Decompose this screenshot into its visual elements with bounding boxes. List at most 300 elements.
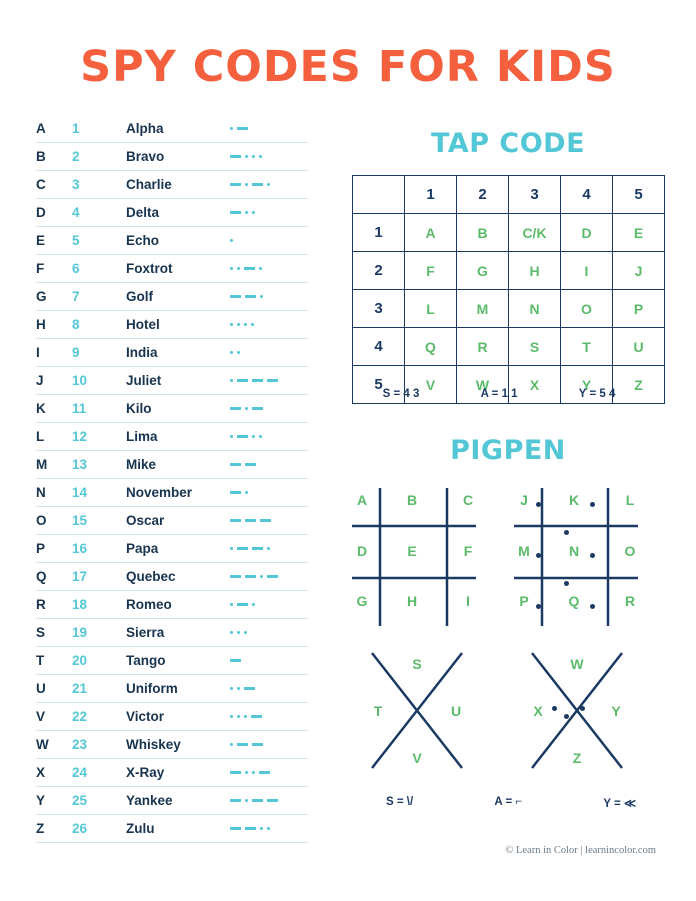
- tap-row-header: 1: [353, 214, 405, 252]
- tap-cell: P: [613, 290, 665, 328]
- morse-dot-icon: [230, 127, 233, 130]
- morse-dash-icon: [245, 519, 256, 522]
- morse-dot-icon: [245, 771, 248, 774]
- morse-dot-icon: [245, 183, 248, 186]
- tap-legend-item: A = 1 1: [480, 388, 518, 400]
- morse-dash-icon: [252, 379, 263, 382]
- tap-cell: O: [561, 290, 613, 328]
- codeword-cell: Delta: [126, 199, 230, 227]
- morse-dot-icon: [237, 687, 240, 690]
- number-cell: 6: [72, 255, 126, 283]
- number-cell: 24: [72, 759, 126, 787]
- morse-dot-icon: [237, 351, 240, 354]
- number-cell: 10: [72, 367, 126, 395]
- morse-dash-icon: [230, 827, 241, 830]
- tap-col-header: 4: [561, 176, 613, 214]
- morse-dot-icon: [230, 631, 233, 634]
- morse-dot-icon: [230, 267, 233, 270]
- tap-row: [353, 290, 665, 328]
- morse-cell: [230, 703, 308, 731]
- morse-dot-icon: [260, 575, 263, 578]
- morse-dash-icon: [230, 799, 241, 802]
- tap-cell: T: [561, 328, 613, 366]
- number-cell: 9: [72, 339, 126, 367]
- morse-cell: [230, 423, 308, 451]
- pigpen-heading: PIGPEN: [450, 435, 566, 466]
- letter-cell: J: [36, 367, 72, 395]
- morse-cell: [230, 787, 308, 815]
- morse-dot-icon: [230, 547, 233, 550]
- tap-row: [353, 214, 665, 252]
- morse-dot-icon: [237, 267, 240, 270]
- morse-cell: [230, 563, 308, 591]
- letter-cell: B: [36, 143, 72, 171]
- pigpen-letter: U: [450, 703, 462, 719]
- morse-dot-icon: [259, 155, 262, 158]
- number-cell: 13: [72, 451, 126, 479]
- pigpen-diagram: [340, 478, 670, 808]
- morse-dot-icon: [230, 743, 233, 746]
- table-row: [36, 731, 308, 759]
- morse-dash-icon: [230, 519, 241, 522]
- tap-row: [353, 328, 665, 366]
- morse-cell: [230, 339, 308, 367]
- letter-cell: D: [36, 199, 72, 227]
- codeword-cell: Victor: [126, 703, 230, 731]
- tap-row-header: 5: [353, 366, 405, 404]
- morse-dot-icon: [252, 155, 255, 158]
- morse-dash-icon: [252, 407, 263, 410]
- table-row: [36, 647, 308, 675]
- pigpen-dot-icon: [590, 604, 595, 609]
- morse-dash-icon: [245, 295, 256, 298]
- codeword-cell: November: [126, 479, 230, 507]
- letter-cell: Z: [36, 815, 72, 843]
- pigpen-letter: N: [568, 543, 580, 559]
- morse-dash-icon: [244, 687, 255, 690]
- pigpen-letter: J: [520, 492, 528, 508]
- number-cell: 1: [72, 115, 126, 143]
- morse-cell: [230, 199, 308, 227]
- pigpen-letter: S: [412, 656, 422, 672]
- letter-cell: W: [36, 731, 72, 759]
- pigpen-letter: I: [466, 593, 470, 609]
- morse-dash-icon: [230, 183, 241, 186]
- tap-cell: M: [457, 290, 509, 328]
- morse-dash-icon: [252, 799, 263, 802]
- pigpen-dot-icon: [564, 530, 569, 535]
- footer-credit: © Learn in Color | learnincolor.com: [505, 845, 656, 856]
- tap-legend-item: Y = 5 4: [578, 388, 616, 400]
- pigpen-letter: W: [570, 656, 584, 672]
- codeword-cell: Foxtrot: [126, 255, 230, 283]
- morse-dot-icon: [252, 211, 255, 214]
- pigpen-dot-icon: [536, 553, 541, 558]
- tap-code-legend: [352, 388, 646, 400]
- tap-cell: Z: [613, 366, 665, 404]
- letter-cell: P: [36, 535, 72, 563]
- morse-dash-icon: [230, 659, 241, 662]
- number-cell: 17: [72, 563, 126, 591]
- tap-cell: N: [509, 290, 561, 328]
- morse-dash-icon: [230, 491, 241, 494]
- page-title: SPY CODES FOR KIDS: [80, 42, 616, 92]
- pigpen-letter: Y: [611, 703, 621, 719]
- morse-dash-icon: [244, 267, 255, 270]
- tap-col-header: 3: [509, 176, 561, 214]
- morse-dot-icon: [230, 351, 233, 354]
- number-cell: 21: [72, 675, 126, 703]
- morse-dash-icon: [237, 127, 248, 130]
- letter-cell: F: [36, 255, 72, 283]
- pigpen-letter: C: [462, 492, 474, 508]
- number-cell: 11: [72, 395, 126, 423]
- pigpen-legend: [386, 796, 636, 810]
- morse-dot-icon: [230, 687, 233, 690]
- morse-dot-icon: [245, 407, 248, 410]
- tap-cell: W: [457, 366, 509, 404]
- codeword-cell: Yankee: [126, 787, 230, 815]
- pigpen-letter: E: [407, 543, 417, 559]
- pigpen-dot-icon: [536, 502, 541, 507]
- table-row: [36, 675, 308, 703]
- morse-dash-icon: [245, 463, 256, 466]
- tap-cell: R: [457, 328, 509, 366]
- pigpen-dot-icon: [580, 706, 585, 711]
- morse-cell: [230, 451, 308, 479]
- morse-cell: [230, 367, 308, 395]
- table-row: [36, 367, 308, 395]
- table-row: [36, 199, 308, 227]
- pigpen-letter: O: [624, 543, 636, 559]
- morse-dot-icon: [237, 715, 240, 718]
- letter-cell: Y: [36, 787, 72, 815]
- table-row: [36, 759, 308, 787]
- number-cell: 7: [72, 283, 126, 311]
- pigpen-lines: [340, 478, 670, 808]
- tap-cell: V: [405, 366, 457, 404]
- morse-cell: [230, 535, 308, 563]
- morse-dot-icon: [251, 323, 254, 326]
- pigpen-letter: L: [625, 492, 635, 508]
- codeword-cell: Bravo: [126, 143, 230, 171]
- pigpen-letter: Q: [568, 593, 580, 609]
- table-row: [36, 255, 308, 283]
- table-row: [36, 283, 308, 311]
- codeword-cell: Echo: [126, 227, 230, 255]
- codeword-cell: Mike: [126, 451, 230, 479]
- pigpen-letter: T: [373, 703, 383, 719]
- morse-dot-icon: [245, 491, 248, 494]
- morse-dot-icon: [230, 379, 233, 382]
- morse-cell: [230, 115, 308, 143]
- morse-dash-icon: [230, 407, 241, 410]
- morse-dot-icon: [245, 211, 248, 214]
- tap-code-heading: TAP CODE: [430, 128, 586, 159]
- morse-dot-icon: [267, 827, 270, 830]
- pigpen-legend-item: S = \/: [386, 796, 414, 808]
- tap-col-header: 2: [457, 176, 509, 214]
- pigpen-letter: B: [406, 492, 418, 508]
- morse-dot-icon: [230, 715, 233, 718]
- number-cell: 4: [72, 199, 126, 227]
- tap-header-row: [353, 176, 665, 214]
- morse-dot-icon: [259, 435, 262, 438]
- morse-cell: [230, 311, 308, 339]
- morse-dot-icon: [245, 155, 248, 158]
- pigpen-dot-icon: [590, 502, 595, 507]
- tap-cell: X: [509, 366, 561, 404]
- number-cell: 25: [72, 787, 126, 815]
- table-row: [36, 815, 308, 843]
- tap-cell: S: [509, 328, 561, 366]
- morse-cell: [230, 591, 308, 619]
- morse-dot-icon: [237, 631, 240, 634]
- morse-dash-icon: [267, 379, 278, 382]
- morse-dot-icon: [252, 771, 255, 774]
- morse-dash-icon: [252, 547, 263, 550]
- pigpen-dot-icon: [536, 604, 541, 609]
- tap-row-header: 3: [353, 290, 405, 328]
- morse-cell: [230, 171, 308, 199]
- number-cell: 5: [72, 227, 126, 255]
- codeword-cell: Lima: [126, 423, 230, 451]
- number-cell: 16: [72, 535, 126, 563]
- number-cell: 12: [72, 423, 126, 451]
- morse-cell: [230, 815, 308, 843]
- table-row: [36, 171, 308, 199]
- morse-dash-icon: [237, 603, 248, 606]
- table-row: [36, 479, 308, 507]
- morse-cell: [230, 507, 308, 535]
- letter-cell: T: [36, 647, 72, 675]
- table-row: [36, 423, 308, 451]
- letter-cell: H: [36, 311, 72, 339]
- pigpen-dot-icon: [564, 581, 569, 586]
- pigpen-dot-icon: [552, 706, 557, 711]
- number-cell: 18: [72, 591, 126, 619]
- pigpen-letter: H: [406, 593, 418, 609]
- codeword-cell: Golf: [126, 283, 230, 311]
- tap-row-header: 4: [353, 328, 405, 366]
- number-cell: 15: [72, 507, 126, 535]
- tap-row-header: 2: [353, 252, 405, 290]
- tap-cell: A: [405, 214, 457, 252]
- codeword-cell: Alpha: [126, 115, 230, 143]
- letter-cell: R: [36, 591, 72, 619]
- letter-cell: I: [36, 339, 72, 367]
- letter-cell: N: [36, 479, 72, 507]
- pigpen-letter: M: [518, 543, 530, 559]
- table-row: [36, 787, 308, 815]
- pigpen-letter: Z: [572, 750, 582, 766]
- morse-dot-icon: [267, 183, 270, 186]
- letter-cell: K: [36, 395, 72, 423]
- morse-dash-icon: [230, 575, 241, 578]
- codeword-cell: Juliet: [126, 367, 230, 395]
- morse-dot-icon: [245, 799, 248, 802]
- morse-dash-icon: [259, 771, 270, 774]
- codeword-cell: Uniform: [126, 675, 230, 703]
- morse-dot-icon: [267, 547, 270, 550]
- table-row: [36, 619, 308, 647]
- codeword-cell: Sierra: [126, 619, 230, 647]
- tap-cell: H: [509, 252, 561, 290]
- pigpen-letter: R: [624, 593, 636, 609]
- number-cell: 19: [72, 619, 126, 647]
- alphabet-code-table: [36, 115, 308, 843]
- morse-dash-icon: [230, 295, 241, 298]
- letter-cell: M: [36, 451, 72, 479]
- pigpen-letter: K: [568, 492, 580, 508]
- pigpen-letter: D: [356, 543, 368, 559]
- morse-dot-icon: [230, 435, 233, 438]
- table-row: [36, 507, 308, 535]
- letter-cell: L: [36, 423, 72, 451]
- tap-cell: F: [405, 252, 457, 290]
- codeword-cell: Oscar: [126, 507, 230, 535]
- morse-cell: [230, 619, 308, 647]
- codeword-cell: India: [126, 339, 230, 367]
- table-row: [36, 451, 308, 479]
- morse-dot-icon: [237, 323, 240, 326]
- pigpen-letter: F: [463, 543, 473, 559]
- morse-dot-icon: [260, 295, 263, 298]
- letter-cell: O: [36, 507, 72, 535]
- tap-row: [353, 252, 665, 290]
- morse-dot-icon: [244, 631, 247, 634]
- morse-cell: [230, 479, 308, 507]
- letter-cell: U: [36, 675, 72, 703]
- tap-cell: G: [457, 252, 509, 290]
- table-row: [36, 535, 308, 563]
- table-row: [36, 115, 308, 143]
- morse-cell: [230, 647, 308, 675]
- tap-cell: C/K: [509, 214, 561, 252]
- number-cell: 2: [72, 143, 126, 171]
- table-row: [36, 227, 308, 255]
- number-cell: 26: [72, 815, 126, 843]
- table-row: [36, 311, 308, 339]
- tap-legend-item: S = 4 3: [382, 388, 420, 400]
- morse-dot-icon: [260, 827, 263, 830]
- morse-dash-icon: [245, 827, 256, 830]
- morse-dot-icon: [230, 323, 233, 326]
- morse-dot-icon: [259, 267, 262, 270]
- number-cell: 14: [72, 479, 126, 507]
- tap-cell: L: [405, 290, 457, 328]
- morse-dash-icon: [230, 155, 241, 158]
- number-cell: 22: [72, 703, 126, 731]
- codeword-cell: Quebec: [126, 563, 230, 591]
- letter-cell: C: [36, 171, 72, 199]
- letter-cell: A: [36, 115, 72, 143]
- tap-cell: B: [457, 214, 509, 252]
- morse-dash-icon: [251, 715, 262, 718]
- morse-dash-icon: [252, 743, 263, 746]
- morse-cell: [230, 759, 308, 787]
- table-row: [36, 143, 308, 171]
- tap-code-grid: [352, 175, 665, 404]
- morse-dash-icon: [267, 575, 278, 578]
- number-cell: 3: [72, 171, 126, 199]
- codeword-cell: Charlie: [126, 171, 230, 199]
- pigpen-letter: P: [519, 593, 529, 609]
- morse-dash-icon: [245, 575, 256, 578]
- tap-cell: D: [561, 214, 613, 252]
- morse-dot-icon: [230, 239, 233, 242]
- morse-dot-icon: [252, 435, 255, 438]
- tap-cell: Y: [561, 366, 613, 404]
- number-cell: 20: [72, 647, 126, 675]
- tap-cell: Q: [405, 328, 457, 366]
- morse-dot-icon: [252, 603, 255, 606]
- morse-cell: [230, 143, 308, 171]
- morse-cell: [230, 255, 308, 283]
- table-row: [36, 563, 308, 591]
- pigpen-letter: A: [356, 492, 368, 508]
- codeword-cell: Hotel: [126, 311, 230, 339]
- tap-cell: J: [613, 252, 665, 290]
- codeword-cell: X-Ray: [126, 759, 230, 787]
- letter-cell: G: [36, 283, 72, 311]
- tap-cell: I: [561, 252, 613, 290]
- morse-dash-icon: [252, 183, 263, 186]
- letter-cell: X: [36, 759, 72, 787]
- tap-col-header: 5: [613, 176, 665, 214]
- morse-dash-icon: [237, 743, 248, 746]
- codeword-cell: Romeo: [126, 591, 230, 619]
- morse-dot-icon: [230, 603, 233, 606]
- morse-dash-icon: [260, 519, 271, 522]
- morse-cell: [230, 675, 308, 703]
- pigpen-letter: V: [412, 750, 422, 766]
- pigpen-dot-icon: [564, 714, 569, 719]
- pigpen-letter: G: [356, 593, 368, 609]
- codeword-cell: Kilo: [126, 395, 230, 423]
- morse-cell: [230, 283, 308, 311]
- letter-cell: S: [36, 619, 72, 647]
- number-cell: 23: [72, 731, 126, 759]
- morse-dash-icon: [237, 435, 248, 438]
- morse-cell: [230, 731, 308, 759]
- morse-cell: [230, 227, 308, 255]
- letter-cell: V: [36, 703, 72, 731]
- letter-cell: E: [36, 227, 72, 255]
- table-row: [36, 591, 308, 619]
- table-row: [36, 339, 308, 367]
- morse-dash-icon: [237, 379, 248, 382]
- morse-dash-icon: [230, 463, 241, 466]
- tap-col-header: 1: [405, 176, 457, 214]
- morse-dot-icon: [244, 323, 247, 326]
- morse-dash-icon: [230, 771, 241, 774]
- morse-cell: [230, 395, 308, 423]
- letter-cell: Q: [36, 563, 72, 591]
- table-row: [36, 703, 308, 731]
- codeword-cell: Papa: [126, 535, 230, 563]
- codeword-cell: Whiskey: [126, 731, 230, 759]
- pigpen-legend-item: Y = ≪: [603, 798, 636, 810]
- number-cell: 8: [72, 311, 126, 339]
- table-row: [36, 395, 308, 423]
- tap-cell: E: [613, 214, 665, 252]
- pigpen-legend-item: A = ⌐: [494, 796, 523, 808]
- morse-dash-icon: [267, 799, 278, 802]
- morse-dot-icon: [244, 715, 247, 718]
- tap-cell: U: [613, 328, 665, 366]
- morse-dash-icon: [237, 547, 248, 550]
